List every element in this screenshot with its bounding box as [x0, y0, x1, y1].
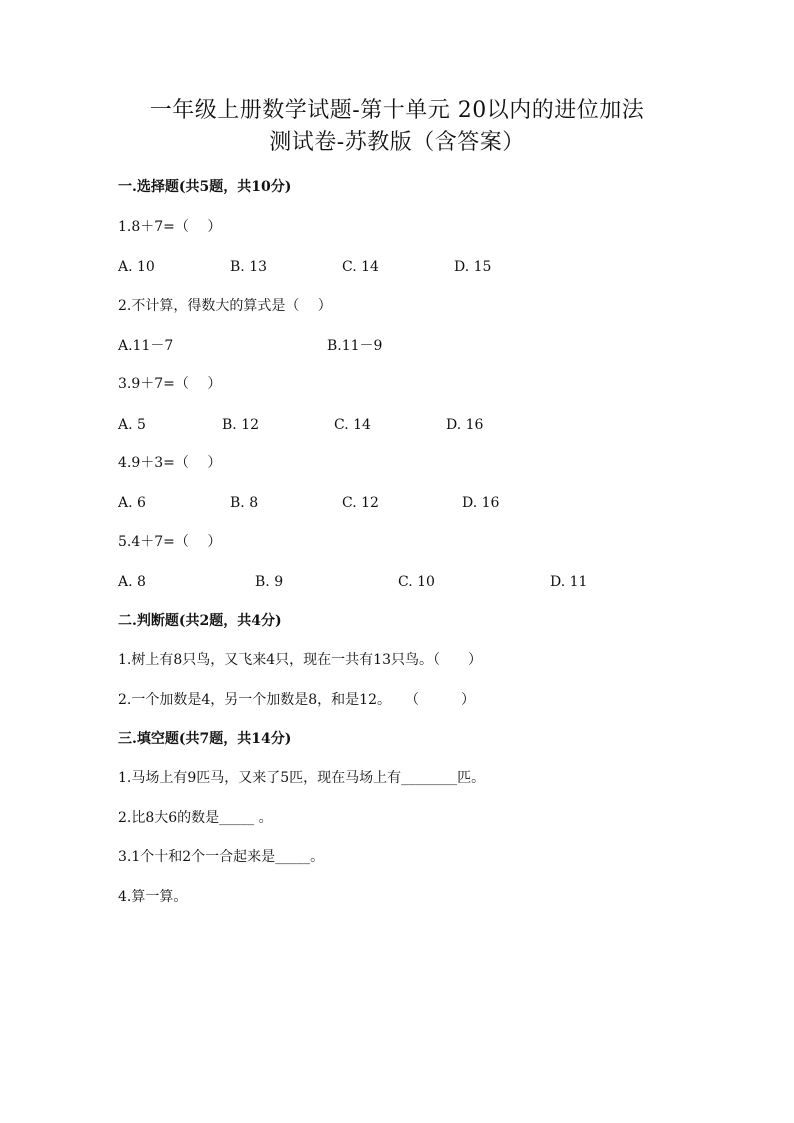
question-text: 4.9＋3=（ ） — [118, 455, 222, 471]
option-c: C. 10 — [398, 574, 435, 590]
option-b: B. 9 — [255, 574, 284, 590]
option-d: D. 16 — [462, 495, 500, 511]
question-text: 3.9＋7=（ ） — [118, 376, 222, 392]
option-b: B. 13 — [230, 259, 268, 275]
page-title-line-1: 一年级上册数学试题-第十单元 20以内的进位加法 — [149, 98, 645, 123]
question-text: 1.马场上有9匹马，又来了5匹，现在马场上有________匹。 — [118, 770, 486, 786]
option-a: A.11－7 — [118, 338, 174, 354]
option-d: D. 15 — [454, 259, 492, 275]
question-text: 2.比8大6的数是_____ 。 — [118, 810, 273, 826]
page-title-line-2: 测试卷-苏教版（含答案） — [269, 130, 525, 155]
option-a: A. 6 — [118, 495, 146, 511]
question-text: 2.不计算，得数大的算式是（ ） — [118, 298, 332, 314]
option-b: B. 8 — [230, 495, 259, 511]
option-c: C. 14 — [334, 417, 371, 433]
option-b: B.11－9 — [327, 338, 383, 354]
question-text: 2.一个加数是4，另一个加数是8，和是12。 （ ） — [118, 692, 475, 708]
question-text: 3.1个十和2个一合起来是_____。 — [118, 849, 325, 865]
option-a: A. 10 — [118, 259, 155, 275]
section-heading-true-false: 二.判断题(共2题，共4分) — [118, 613, 282, 629]
option-d: D. 11 — [550, 574, 588, 590]
question-text: 4.算一算。 — [118, 889, 188, 905]
option-c: C. 12 — [342, 495, 379, 511]
question-text: 1.树上有8只鸟，又飞来4只，现在一共有13只鸟。（ ） — [118, 652, 482, 668]
option-d: D. 16 — [446, 417, 484, 433]
question-text: 5.4＋7=（ ） — [118, 534, 222, 550]
option-c: C. 14 — [342, 259, 379, 275]
section-heading-multiple-choice: 一.选择题(共5题，共10分) — [118, 179, 292, 195]
option-a: A. 8 — [118, 574, 146, 590]
question-text: 1.8＋7=（ ） — [118, 219, 222, 235]
option-b: B. 12 — [222, 417, 260, 433]
option-a: A. 5 — [118, 417, 146, 433]
section-heading-fill-blank: 三.填空题(共7题，共14分) — [118, 731, 292, 747]
